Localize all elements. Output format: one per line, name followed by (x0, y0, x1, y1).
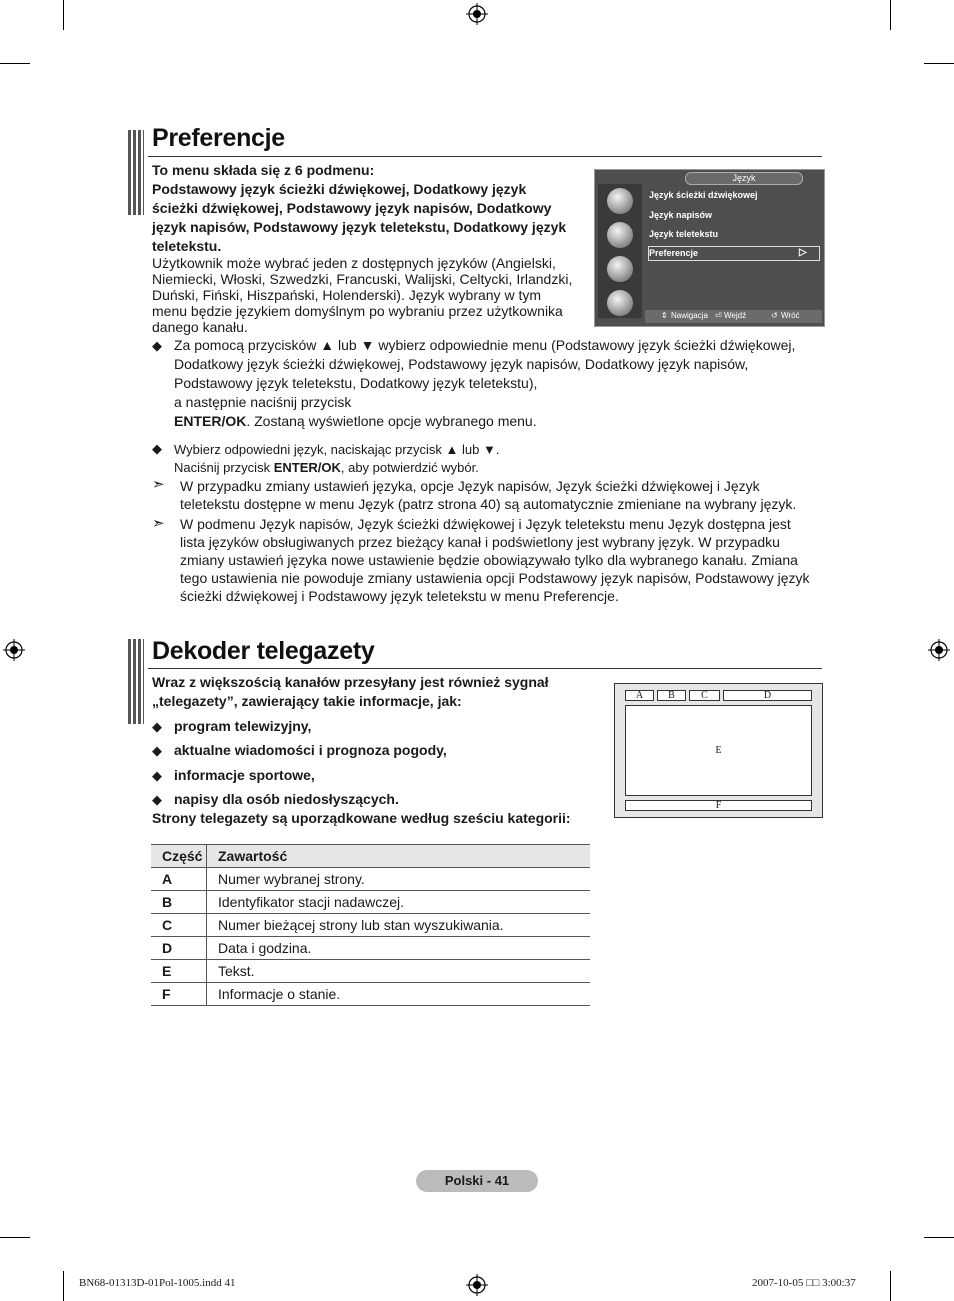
section-rule (148, 156, 822, 157)
tv-footer-nav: Nawigacja (671, 311, 708, 320)
crop-mark (0, 1237, 30, 1238)
intro-text-line: Duński, Fiński, Hiszpański, Holenderski). Język wybrany w tym (152, 287, 541, 303)
bullet-diamond-icon: ◆ (152, 792, 162, 807)
bullet1-line: Podstawowy język teletekstu, Dodatkowy język teletekstu), (174, 375, 538, 391)
bullet2-post: , aby potwierdzić wybór. (340, 460, 479, 475)
bullet-diamond-icon: ◆ (152, 768, 162, 783)
bullet2-line: Wybierz odpowiedni język, naciskając przycisk ▲ lub ▼. (174, 442, 500, 457)
section-rule (148, 668, 822, 669)
table-cell-content: Informacje o stanie. (207, 983, 591, 1006)
enter-ok-label: ENTER/OK (174, 413, 247, 429)
intro-bold-line: Podstawowy język ścieżki dźwiękowej, Dodatkowy język (152, 181, 527, 197)
tv-footer-back: Wróć (781, 311, 800, 320)
note2-line: W podmenu Język napisów, Język ścieżki dźwiękowej i Język teletekstu menu Język dostępna jest (180, 516, 791, 532)
intro-text-line: Niemiecki, Włoski, Szwedzki, Francuski, Walijski, Celtycki, Irlandzki, (152, 271, 573, 287)
crop-mark (924, 1237, 954, 1238)
teletext-table (151, 844, 590, 1006)
tv-menu-item: Język napisów (649, 210, 713, 220)
note1-line: W przypadku zmiany ustawień języka, opcje Język napisów, Język ścieżki dźwiękowej i Język (180, 478, 760, 494)
note-arrow-icon: ➣ (152, 476, 165, 493)
tv-menu-item: Język ścieżki dźwiękowej (649, 190, 758, 200)
picture-icon (607, 188, 633, 214)
registration-mark-icon (466, 3, 488, 25)
table-row (151, 868, 590, 891)
crop-mark (63, 0, 64, 30)
table-cell-part: E (151, 960, 207, 983)
tv-menu-tab: Język (685, 172, 803, 185)
table-header-part: Część (151, 845, 207, 868)
table-cell-content: Tekst. (207, 960, 591, 983)
bullet1-line-enter (174, 412, 537, 431)
teletext-bullet: informacje sportowe, (174, 767, 315, 783)
section2-intro-line: Wraz z większością kanałów przesyłany jest również sygnał (152, 674, 549, 690)
intro-text-line: Użytkownik może wybrać jeden z dostępnych języków (Angielski, (152, 255, 556, 271)
intro-bold-line: ścieżki dźwiękowej, Podstawowy język napisów, Dodatkowy (152, 200, 552, 216)
table-cell-part: C (151, 914, 207, 937)
teletext-area-f: F (625, 800, 812, 811)
page-number-badge: Polski - 41 (416, 1170, 538, 1192)
table-cell-part: A (151, 868, 207, 891)
crop-mark (890, 0, 891, 30)
bullet1-tail: . Zostaną wyświetlone opcje wybranego menu. (246, 413, 537, 429)
teletext-bullet: napisy dla osób niedosłyszących. (174, 791, 399, 807)
return-icon: ↺ (771, 311, 778, 320)
bullet-diamond-icon: ◆ (152, 338, 162, 353)
bullet1-line: a następnie naciśnij przycisk (174, 394, 352, 410)
teletext-area-a: A (625, 690, 654, 701)
table-row (151, 891, 590, 914)
note1-line: teletekstu dostępne w menu Język (patrz strona 40) są automatycznie zmieniane na wybrany język. (180, 496, 797, 512)
bullet-diamond-icon: ◆ (152, 743, 162, 758)
table-cell-part: B (151, 891, 207, 914)
tv-menu-screenshot (594, 169, 825, 327)
enter-ok-label: ENTER/OK (273, 460, 341, 475)
section-bar (128, 639, 144, 724)
intro-text-line: menu będzie językiem domyślnym po wybraniu przez użytkownika (152, 303, 563, 319)
table-cell-content: Numer bieżącej strony lub stan wyszukiwania. (207, 914, 591, 937)
tv-footer-enter: Wejdź (724, 311, 747, 320)
table-header-row (151, 845, 590, 868)
table-cell-content: Identyfikator stacji nadawczej. (207, 891, 591, 914)
sound-icon (607, 222, 633, 248)
intro-bold-line: język napisów, Podstawowy język teletekstu, Dodatkowy język (152, 219, 567, 235)
table-row (151, 983, 590, 1006)
teletext-area-d: D (723, 690, 812, 701)
print-file-info: BN68-01313D-01Pol-1005.indd 41 (79, 1277, 236, 1289)
bullet2-pre: Naciśnij przycisk (174, 460, 274, 475)
teletext-bullet: program telewizyjny, (174, 718, 312, 734)
right-arrow-icon: ▷ (799, 247, 807, 258)
tv-menu-item: Język teletekstu (649, 229, 719, 239)
registration-mark-icon (3, 639, 25, 661)
input-icon (607, 290, 633, 316)
note2-line: ścieżki dźwiękowej i Podstawowy język teletekstu w menu Preferencje. (180, 588, 619, 604)
note2-line: zmiany ustawień języka nowe ustawienie będzie obowiązywało tylko dla wybranego kanału. Zmiana (180, 552, 798, 568)
intro-bold-line: To menu składa się z 6 podmenu: (152, 162, 375, 178)
print-date-info: 2007-10-05 □□ 3:00:37 (752, 1277, 856, 1289)
intro-bold-line: teletekstu. (152, 238, 222, 254)
table-cell-content: Data i godzina. (207, 937, 591, 960)
bullet2-line-enter (174, 458, 479, 477)
note2-line: lista języków obsługiwanych przez bieżący kanał i podświetlony jest wybrany język. W przypadku (180, 534, 780, 550)
bullet-diamond-icon: ◆ (152, 441, 162, 456)
bullet1-line: Za pomocą przycisków ▲ lub ▼ wybierz odpowiednie menu (Podstawowy język ścieżki dźwiękowej, (174, 337, 796, 353)
intro-text-line: danego kanału. (152, 319, 248, 335)
teletext-area-c: C (689, 690, 720, 701)
tv-menu-item-selected: Preferencje (649, 248, 699, 258)
crop-mark (63, 1271, 64, 1301)
table-row (151, 914, 590, 937)
table-row (151, 937, 590, 960)
teletext-area-e: E (625, 705, 812, 796)
crop-mark (0, 63, 30, 64)
note2-line: tego ustawienia nie powoduje zmiany ustawienia opcji Podstawowy język napisów, Podstawowy język (180, 570, 810, 586)
teletext-diagram (614, 683, 823, 818)
registration-mark-icon (466, 1274, 488, 1296)
table-cell-part: D (151, 937, 207, 960)
section-bar (128, 130, 144, 215)
bullet-diamond-icon: ◆ (152, 719, 162, 734)
table-cell-content: Numer wybranej strony. (207, 868, 591, 891)
bullet1-line: Dodatkowy język ścieżki dźwiękowej, Podstawowy język napisów, Dodatkowy język napisów, (174, 356, 749, 372)
registration-mark-icon (928, 639, 950, 661)
table-row (151, 960, 590, 983)
section2-outro: Strony telegazety są uporządkowane według sześciu kategorii: (152, 810, 571, 826)
section-title-dekoder: Dekoder telegazety (152, 637, 375, 665)
tv-menu-footer (645, 310, 822, 323)
nav-icon: ⇕ (661, 311, 668, 320)
table-header-content: Zawartość (207, 845, 591, 868)
enter-icon: ⏎ (715, 311, 722, 320)
teletext-bullet: aktualne wiadomości i prognoza pogody, (174, 742, 447, 758)
table-cell-part: F (151, 983, 207, 1006)
teletext-area-b: B (657, 690, 686, 701)
section2-intro-line: „telegazety”, zawierający takie informacje, jak: (152, 693, 462, 709)
section-title-preferencje: Preferencje (152, 124, 285, 152)
crop-mark (890, 1271, 891, 1301)
note-arrow-icon: ➣ (152, 515, 165, 532)
tv-menu-sidebar (598, 184, 642, 318)
setup-icon (607, 256, 633, 282)
crop-mark (924, 63, 954, 64)
